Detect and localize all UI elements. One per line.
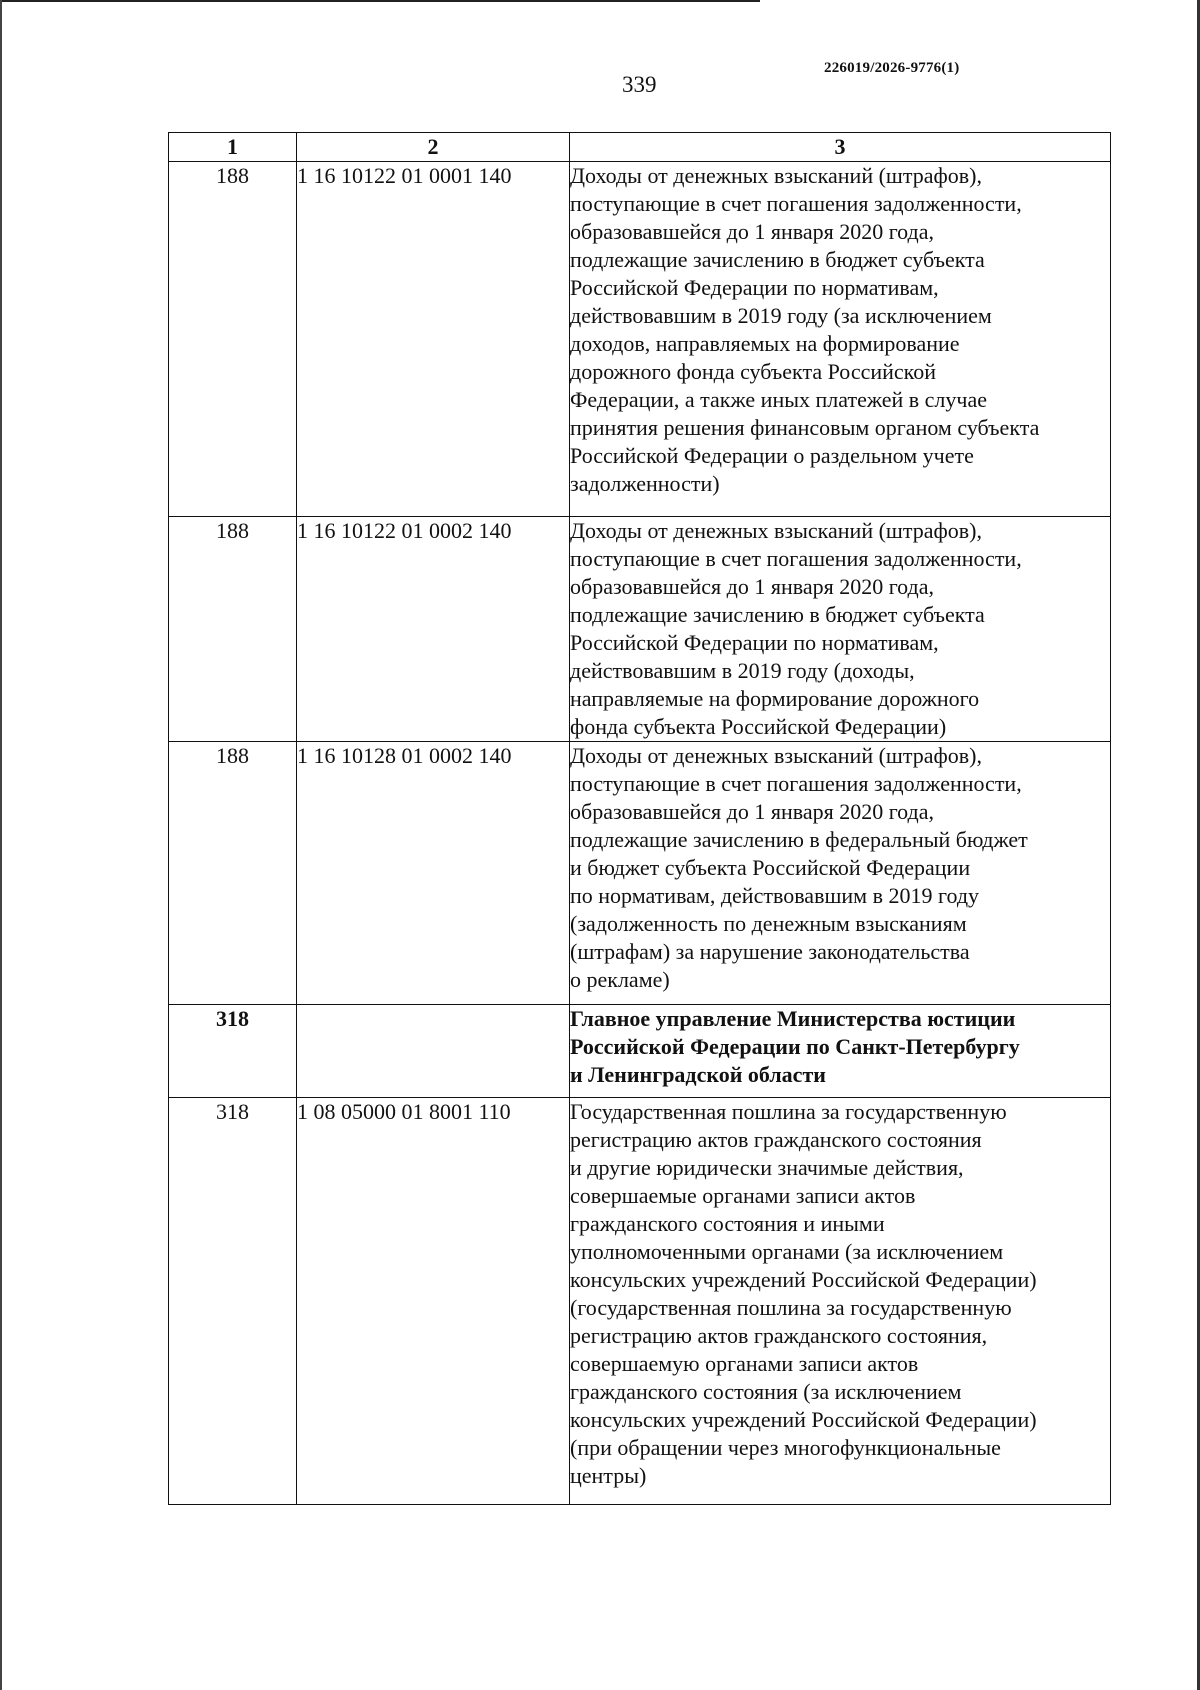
column-header-1: 1 [169,133,297,162]
admin-code-cell: 318 [169,1005,297,1098]
scan-edge-top [0,0,760,2]
description-cell: Доходы от денежных взысканий (штрафов), поступающие в счет погашения задолженности, образовавшейся до 1 января 2020 года, подлежащие зачислению в бюджет субъекта Российской Федерации по нормативам, действовавшим в 2019 году (доходы, направляемые на формирование дорожного фонда субъекта Российской Федерации) [570,517,1111,742]
admin-code-cell: 188 [169,517,297,742]
table-header-row [169,133,1111,162]
description-cell: Государственная пошлина за государственную регистрацию актов гражданского состояния и другие юридически значимые действия, совершаемые органами записи актов гражданского состояния и иными уполномоченными органами (за исключением консульских учреждений Российской Федерации) (государственная пошлина за государственную регистрацию актов гражданского состояния, совершаемую органами записи актов гражданского состояния (за исключением консульских учреждений Российской Федерации) (при обращении через многофункциональные центры) [570,1098,1111,1505]
kbk-code-cell [297,1005,570,1098]
kbk-code-cell: 1 16 10122 01 0002 140 [297,517,570,742]
table-row [169,742,1111,1005]
scan-edge-left [0,0,2,1690]
table-row-section-heading [169,1005,1111,1098]
admin-code-cell: 318 [169,1098,297,1505]
kbk-code-cell: 1 08 05000 01 8001 110 [297,1098,570,1505]
admin-code-cell: 188 [169,162,297,517]
table-row [169,1098,1111,1505]
description-cell: Доходы от денежных взысканий (штрафов), поступающие в счет погашения задолженности, образовавшейся до 1 января 2020 года, подлежащие зачислению в федеральный бюджет и бюджет субъекта Российской Федерации по нормативам, действовавшим в 2019 году (задолженность по денежным взысканиям (штрафам) за нарушение законодательства о рекламе) [570,742,1111,1005]
column-header-2: 2 [297,133,570,162]
table-row [169,517,1111,742]
kbk-code-cell: 1 16 10128 01 0002 140 [297,742,570,1005]
administrator-name-cell: Главное управление Министерства юстиции Российской Федерации по Санкт-Петербургу и Ленинградской области [570,1005,1111,1098]
page-number: 339 [622,72,657,97]
revenue-classification-table [168,132,1111,1505]
admin-code-cell: 188 [169,742,297,1005]
kbk-code-cell: 1 16 10122 01 0001 140 [297,162,570,517]
document-code: 226019/2026-9776(1) [824,60,960,76]
column-header-3: 3 [570,133,1111,162]
description-cell: Доходы от денежных взысканий (штрафов), поступающие в счет погашения задолженности, образовавшейся до 1 января 2020 года, подлежащие зачислению в бюджет субъекта Российской Федерации по нормативам, действовавшим в 2019 году (за исключением доходов, направляемых на формирование дорожного фонда субъекта Российской Федерации, а также иных платежей в случае принятия решения финансовым органом субъекта Российской Федерации о раздельном учете задолженности) [570,162,1111,517]
table-row [169,162,1111,517]
